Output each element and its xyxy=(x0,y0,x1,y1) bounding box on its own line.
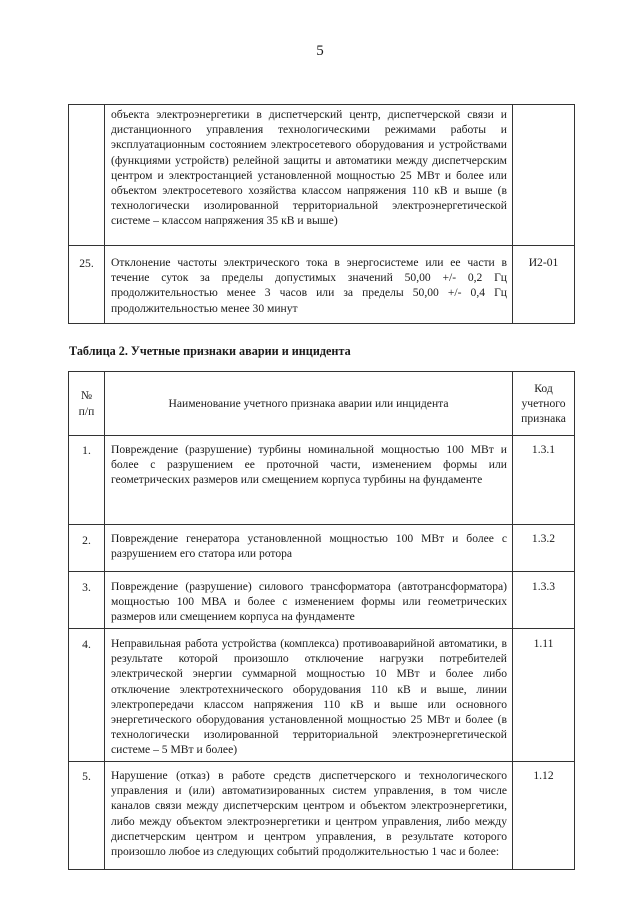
page-number: 5 xyxy=(316,43,324,59)
row-code: И2-01 xyxy=(513,246,575,324)
table-caption: Таблица 2. Учетные признаки аварии и инцидента xyxy=(69,344,351,358)
row-text: Повреждение (разрушение) силового трансформатора (автотрансформатора) мощностью 100 МВА и более с изменением формы или геометрических размеров или смещением корпуса на фундаменте xyxy=(105,572,513,629)
row-text: Нарушение (отказ) в работе средств диспетчерского и технологического управления и (или) автоматизированных систем управления, в том числе каналов связи между диспетчерским центром и объектом электроэнергетики, либо между объектом электроэнергетики и центром управления, либо между диспетчерским центром и центром управления, в результате которого произошло любое из следующих событий продолжительностью 1 час и более: xyxy=(105,762,513,870)
header-code: Код учетного признака xyxy=(513,372,575,436)
row-text: объекта электроэнергетики в диспетчерский центр, диспетчерской связи и дистанционного управления технологическими режимами работы и эксплуатационным состоянием электросетевого оборудования и устройствами (функциями устройств) релейной защиты и автоматики между диспетчерским центром и электростанцией установленной мощностью 25 МВт и более или объектом электросетевого хозяйства классом напряжения 110 кВ и выше (в технологически изолированной территориальной электроэнергетической системе – классом напряжения 35 кВ и выше) xyxy=(105,105,513,246)
row-code: 1.3.2 xyxy=(513,525,575,572)
table-row xyxy=(69,436,575,525)
row-text: Повреждение генератора установленной мощностью 100 МВт и более с разрушением его статора или ротора xyxy=(105,525,513,572)
row-number: 5. xyxy=(69,762,105,870)
row-text: Неправильная работа устройства (комплекса) противоаварийной автоматики, в результате которой произошло отключение нагрузки потребителей электрической энергии суммарной мощностью 10 МВт и более либо отключение электротехнического оборудования 110 кВ и выше, линии электропередачи классом напряжения 110 кВ и выше или основного энергетического оборудования установленной мощностью 25 МВт и более (в технологически изолированной территориальной электроэнергетической системе – 5 МВт и более) xyxy=(105,629,513,762)
table-row xyxy=(69,629,575,762)
row-code: 1.12 xyxy=(513,762,575,870)
row-code: 1.3.1 xyxy=(513,436,575,525)
header-num: № п/п xyxy=(69,372,105,436)
continuation-table xyxy=(68,104,575,324)
row-code xyxy=(513,105,575,246)
table-row xyxy=(69,246,575,324)
table-header-row xyxy=(69,372,575,436)
row-code: 1.11 xyxy=(513,629,575,762)
row-number: 1. xyxy=(69,436,105,525)
row-number: 4. xyxy=(69,629,105,762)
row-number xyxy=(69,105,105,246)
table-row xyxy=(69,525,575,572)
table-row xyxy=(69,572,575,629)
row-text: Повреждение (разрушение) турбины номинальной мощностью 100 МВт и более с разрушением ее проточной части, изменением формы или геометрических размеров или смещением корпуса турбины на фундаменте xyxy=(105,436,513,525)
header-name: Наименование учетного признака аварии или инцидента xyxy=(105,372,513,436)
table-row xyxy=(69,762,575,870)
table-2 xyxy=(68,371,575,870)
row-number: 3. xyxy=(69,572,105,629)
row-number: 2. xyxy=(69,525,105,572)
row-number: 25. xyxy=(69,246,105,324)
row-text: Отклонение частоты электрического тока в энергосистеме или ее части в течение суток за пределы допустимых значений 50,00 +/- 0,2 Гц продолжительностью менее 3 часов или за пределы 50,00 +/- 0,4 Гц продолжительностью менее 30 минут xyxy=(105,246,513,324)
row-code: 1.3.3 xyxy=(513,572,575,629)
table-row xyxy=(69,105,575,246)
